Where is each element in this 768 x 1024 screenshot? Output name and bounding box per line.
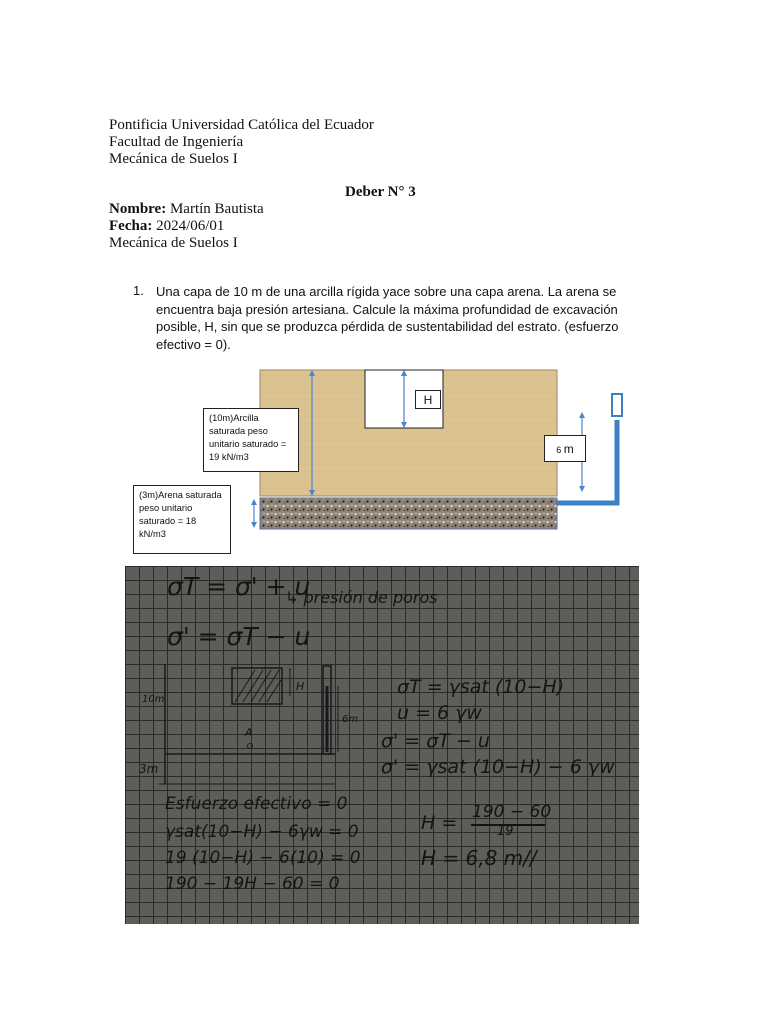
- six-m-number: 6: [556, 445, 562, 455]
- name-value: Martín Bautista: [169, 201, 264, 217]
- note-equation-2: σ' = σT − u: [167, 622, 311, 651]
- student-name-line: [109, 201, 264, 218]
- hand-sketch: [135, 656, 375, 796]
- question-number: 1.: [133, 283, 144, 298]
- sketch-label-a: A: [245, 726, 253, 739]
- note-h-result: H = 6,8 m//: [421, 846, 537, 870]
- course-name: Mecánica de Suelos I: [109, 151, 238, 167]
- note-bottom-2: γsat(10−H) − 6γw = 0: [165, 822, 359, 842]
- assignment-title: Deber N° 3: [345, 184, 416, 200]
- note-h-denominator: 19: [497, 824, 514, 839]
- note-bottom-1: Esfuerzo efectivo = 0: [165, 794, 348, 814]
- h-label: H: [415, 390, 441, 409]
- sketch-label-6m: 6m: [342, 714, 359, 725]
- six-m-label: [544, 435, 586, 462]
- note-right-2: u = 6 γw: [397, 702, 482, 724]
- note-h-numerator: 190 − 60: [472, 802, 552, 822]
- sand-label-box: (3m)Arena saturada peso unitario saturado = 18 kN/m3: [133, 485, 231, 554]
- date-value: 2024/06/01: [156, 218, 225, 234]
- sketch-label-10m: 10m: [142, 694, 165, 705]
- note-pore-pressure: ↳ presión de poros: [285, 588, 438, 607]
- sketch-label-3m: 3m: [139, 762, 159, 776]
- note-bottom-3: 19 (10−H) − 6(10) = 0: [165, 848, 361, 868]
- clay-label-box: (10m)Arcilla saturada peso unitario saturado = 19 kN/m3: [203, 408, 299, 472]
- date-label: Fecha:: [109, 218, 153, 234]
- faculty-name: Facultad de Ingeniería: [109, 134, 244, 150]
- question-text: Una capa de 10 m de una arcilla rígida yace sobre una capa arena. La arena se encuentra baja presión artesiana. Calcule la máxima profundidad de excavación posible, H, sin que se produzca pérdida de sustentabilidad del estrato. (esfuerzo efectivo = 0).: [156, 284, 619, 352]
- note-right-1: σT = γsat (10−H): [397, 676, 565, 698]
- note-right-4: σ' = γsat (10−H) − 6 γw: [381, 756, 615, 778]
- note-h-eq: H =: [421, 812, 458, 834]
- sketch-label-h: H: [296, 680, 305, 693]
- course-name-2: Mecánica de Suelos I: [109, 235, 238, 251]
- sand-layer: [260, 498, 557, 529]
- note-right-3: σ' = σT − u: [381, 730, 490, 752]
- six-m-unit: m: [563, 442, 574, 456]
- name-label: Nombre:: [109, 201, 167, 217]
- handwritten-solution-photo: [125, 566, 639, 924]
- note-equation-1: σT = σ' + u: [167, 572, 311, 601]
- date-line: [109, 218, 224, 235]
- university-name: Pontificia Universidad Católica del Ecuador: [109, 117, 374, 133]
- note-bottom-4: 190 − 19H − 60 = 0: [165, 874, 340, 894]
